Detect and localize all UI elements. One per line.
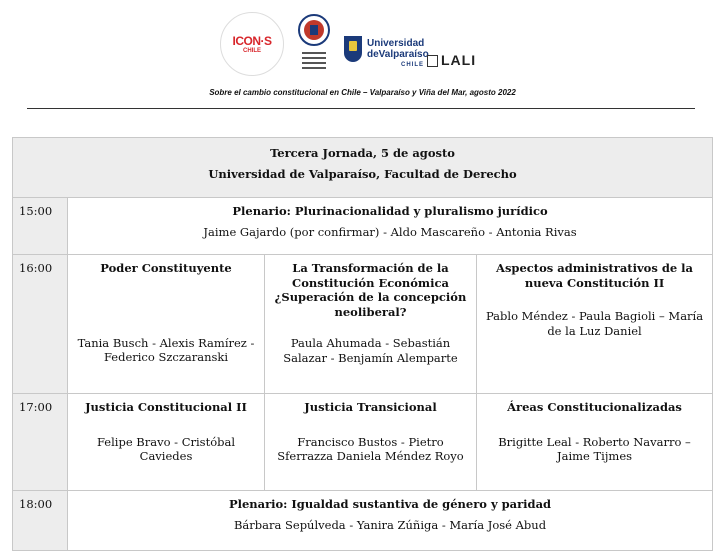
lali-mark-icon: [427, 55, 438, 67]
table-row: [13, 394, 713, 491]
session-title: Aspectos administrativos de la nueva Constitución II: [496, 261, 693, 290]
icons-chile-logo: [220, 12, 284, 76]
pucv-seal-logo: [297, 12, 331, 78]
plenary-title: Plenario: Igualdad sustantiva de género y paridad: [228, 497, 552, 511]
icons-logo-text: ICON·S: [232, 34, 272, 48]
table-row: [13, 491, 713, 551]
uv-logo-line1: Universidad: [367, 38, 425, 49]
session-title: Áreas Constitucionalizadas: [507, 400, 682, 414]
session-speakers: Felipe Bravo - Cristóbal Caviedes: [96, 434, 236, 463]
lali-logo-text: LALI: [441, 52, 477, 68]
lali-logo: [427, 54, 497, 74]
time-cell: 18:00: [13, 491, 68, 551]
divider-rule: [27, 108, 695, 109]
uv-logo-line2: deValparaíso: [367, 49, 429, 60]
time-cell: 17:00: [13, 394, 68, 491]
logo-strip: [0, 10, 725, 80]
plenary-speakers: Bárbara Sepúlveda - Yanira Zúñiga - María José Abud: [233, 517, 547, 532]
plenary-title: Plenario: Plurinacionalidad y pluralismo jurídico: [232, 204, 548, 218]
jornada-header-row: [13, 138, 713, 198]
session-title: Justicia Constitucional II: [85, 400, 247, 414]
document-subtitle: Sobre el cambio constitucional en Chile – Valparaíso y Viña del Mar, agosto 2022: [209, 88, 516, 97]
session-speakers: Paula Ahumada - Sebastián Salazar - Benjamín Alemparte: [283, 336, 458, 365]
time-cell: 15:00: [13, 198, 68, 255]
jornada-venue: Universidad de Valparaíso, Facultad de Derecho: [208, 166, 517, 181]
session-title: Justicia Transicional: [304, 400, 437, 414]
jornada-title: Tercera Jornada, 5 de agosto: [270, 146, 455, 160]
uv-logo-line3: CHILE: [401, 62, 424, 68]
session-speakers: Pablo Méndez - Paula Bagioli – María de la Luz Daniel: [485, 309, 704, 338]
session-speakers: Brigitte Leal - Roberto Navarro – Jaime Tijmes: [498, 434, 691, 463]
schedule-table: [12, 137, 713, 551]
session-title: Poder Constituyente: [100, 261, 232, 275]
table-row: [13, 255, 713, 394]
uv-shield-icon: [344, 36, 362, 62]
time-cell: 16:00: [13, 255, 68, 394]
icons-logo-subtext: CHILE: [243, 48, 261, 54]
session-title: La Transformación de la Constitución Económica ¿Superación de la concepción neoliberal?: [274, 261, 467, 319]
plenary-speakers: Jaime Gajardo (por confirmar) - Aldo Mascareño - Antonia Rivas: [203, 224, 577, 239]
session-speakers: Francisco Bustos - Pietro Sferrazza Daniela Méndez Royo: [277, 434, 464, 463]
session-speakers: Tania Busch - Alexis Ramírez - Federico Szczaranski: [77, 335, 255, 364]
table-row: [13, 198, 713, 255]
uv-logo: [344, 36, 429, 80]
